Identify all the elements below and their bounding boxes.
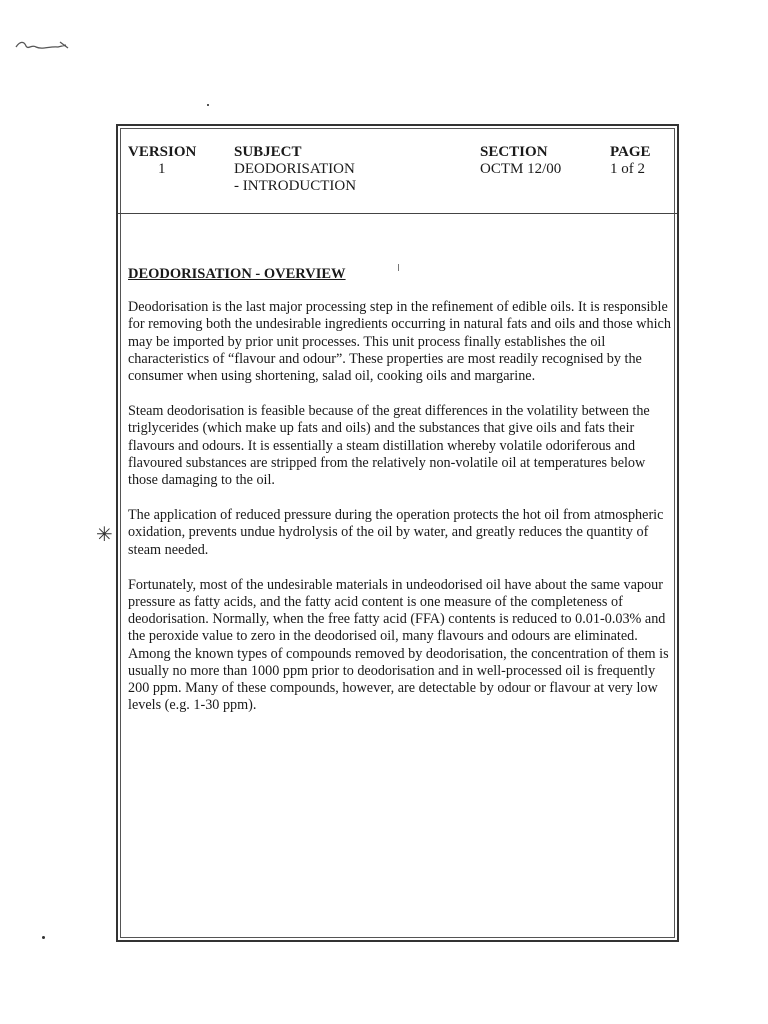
section-value: OCTM 12/00	[480, 161, 562, 177]
version-column	[128, 144, 196, 178]
page-label: PAGE	[610, 144, 651, 160]
pen-scribble-icon	[14, 38, 72, 54]
page-column	[610, 144, 651, 178]
header-table	[118, 126, 677, 214]
document-frame	[116, 124, 679, 942]
subject-line-2: - INTRODUCTION	[234, 178, 357, 194]
section-column	[480, 144, 561, 178]
page-value: 1 of 2	[610, 161, 645, 177]
paragraph: Steam deodorisation is feasible because of the great differences in the volatility between the triglycerides (which make up fats and oils) and the substances that give oils and fats their flavours and odours. It is essentially a steam distillation whereby volatile odoriferous and flavoured substances are stripped from the relatively non-volatile oil at temperatures below those damaging to the oil.	[128, 403, 650, 489]
section-label: SECTION	[480, 144, 548, 160]
document-body	[128, 266, 676, 732]
scan-dot	[42, 936, 45, 939]
scan-dot	[207, 104, 209, 106]
subject-line-1: DEODORISATION	[234, 161, 355, 177]
section-heading: DEODORISATION - OVERVIEW	[128, 266, 346, 282]
version-label: VERSION	[128, 144, 197, 160]
subject-column	[234, 144, 356, 195]
paragraph: Deodorisation is the last major processing step in the refinement of edible oils. It is responsible for removing both the undesirable ingredients occurring in natural fats and oils and those which may be imported by prior unit processes. This unit process finally establishes the oil characteristics of “flavour and odour”. These properties are most readily recognised by the consumer when using shortening, salad oil, cooking oils and margarine.	[128, 299, 671, 385]
asterisk-icon: ✳	[96, 522, 113, 546]
subject-label: SUBJECT	[234, 144, 302, 160]
paragraph: Fortunately, most of the undesirable materials in undeodorised oil have about the same vapour pressure as fatty acids, and the fatty acid content is one measure of the completeness of deodorisation. Normally, when the free fatty acid (FFA) contents is reduced to 0.01-0.03% and the peroxide value to zero in the deodorised oil, many flavours and odours are eliminated. Among the known types of compounds removed by deodorisation, the concentration of them is usually no more than 1000 ppm prior to deodorisation and in well-processed oil is frequently 200 ppm. Many of these compounds, however, are detectable by odour or flavour at very low levels (e.g. 1-30 ppm).	[128, 576, 669, 714]
version-value: 1	[158, 161, 166, 177]
paragraph: The application of reduced pressure during the operation protects the hot oil from atmospheric oxidation, prevents undue hydrolysis of the oil by water, and greatly reduces the quantity of steam needed.	[128, 507, 664, 558]
scan-tick	[398, 264, 399, 271]
